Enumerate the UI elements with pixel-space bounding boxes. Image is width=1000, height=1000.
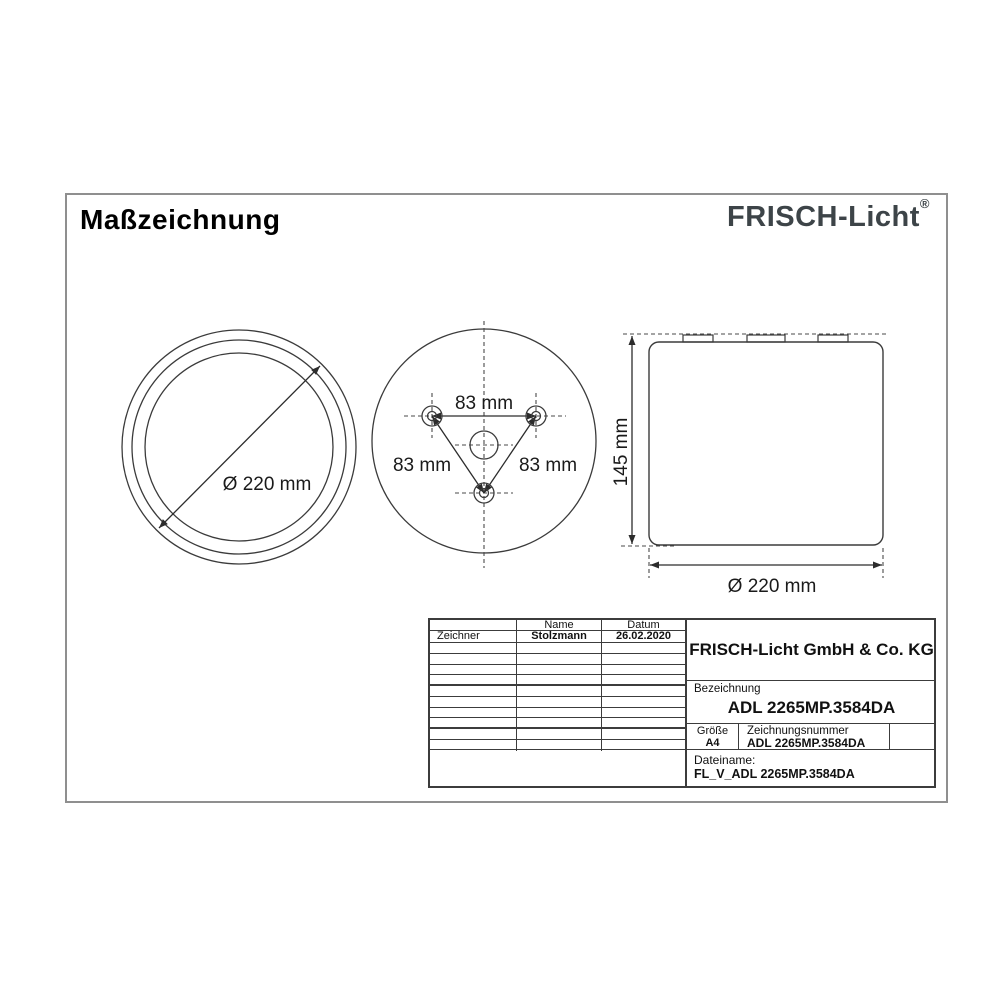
- right-spacing-label: 83 mm: [518, 455, 578, 476]
- table-row: [430, 654, 685, 665]
- title-block-notes-cell: [430, 749, 685, 790]
- front-diameter-dimension-line: [159, 366, 320, 528]
- title-block: [428, 618, 936, 788]
- left-spacing-label: 83 mm: [392, 455, 452, 476]
- rear-centerlines: [404, 321, 566, 568]
- header-datum-cell: Datum: [627, 619, 660, 631]
- height-label: 145 mm: [611, 417, 632, 487]
- zeichnungsnummer-cell: [739, 724, 890, 749]
- zeichner-label-cell: Zeichner: [430, 631, 517, 642]
- groesse-cell: [687, 724, 739, 749]
- table-row: [430, 708, 685, 719]
- header-empty-cell: [430, 620, 517, 630]
- table-row: [430, 697, 685, 708]
- side-view: [611, 334, 886, 597]
- mounting-tab-left: [683, 335, 713, 342]
- brand-logo-text: FRISCH-Licht: [727, 201, 920, 233]
- rear-view: [372, 321, 596, 568]
- table-row: [430, 675, 685, 686]
- zeichnungsnummer-value: ADL 2265MP.3584DA: [747, 736, 866, 750]
- front-view: [122, 330, 356, 564]
- table-row: [430, 643, 685, 654]
- side-extension-lines: [621, 334, 886, 578]
- side-dimension-lines: [632, 336, 882, 565]
- size-row-empty-cell: [890, 724, 936, 749]
- company-name: FRISCH-Licht GmbH & Co. KG: [687, 620, 936, 681]
- registered-trademark-icon: ®: [919, 196, 930, 211]
- bezeichnung-value: ADL 2265MP.3584DA: [727, 698, 896, 717]
- table-row: [430, 686, 685, 697]
- bezeichnung-label: Bezeichnung: [694, 683, 761, 695]
- title-block-revision-table: [430, 620, 685, 749]
- header-name-cell: Name: [517, 620, 602, 630]
- page-title: Maßzeichnung: [80, 204, 281, 235]
- groesse-label: Größe: [696, 725, 729, 737]
- table-row: [430, 729, 685, 740]
- size-drawing-number-row: [687, 724, 936, 750]
- zeichner-name-cell: Stolzmann: [517, 631, 602, 642]
- dateiname-cell: [687, 750, 936, 786]
- table-row: [430, 631, 685, 643]
- zeichnungsnummer-label: Zeichnungsnummer: [747, 725, 849, 737]
- zeichner-datum-cell: 26.02.2020: [615, 630, 672, 642]
- mounting-tab-middle: [747, 335, 785, 342]
- bezeichnung-cell: [687, 681, 936, 724]
- top-spacing-label: 83 mm: [454, 393, 514, 414]
- mounting-tab-right: [818, 335, 848, 342]
- table-row: [430, 718, 685, 729]
- title-block-info: [685, 620, 936, 786]
- dateiname-label: Dateiname:: [694, 753, 756, 767]
- table-row: [430, 665, 685, 676]
- mounting-tabs: [683, 335, 848, 342]
- dateiname-value: FL_V_ADL 2265MP.3584DA: [694, 767, 855, 781]
- housing-outline: [649, 342, 883, 545]
- groesse-value: A4: [705, 737, 720, 749]
- side-diameter-label: Ø 220 mm: [727, 576, 817, 597]
- front-diameter-label: Ø 220 mm: [222, 474, 312, 495]
